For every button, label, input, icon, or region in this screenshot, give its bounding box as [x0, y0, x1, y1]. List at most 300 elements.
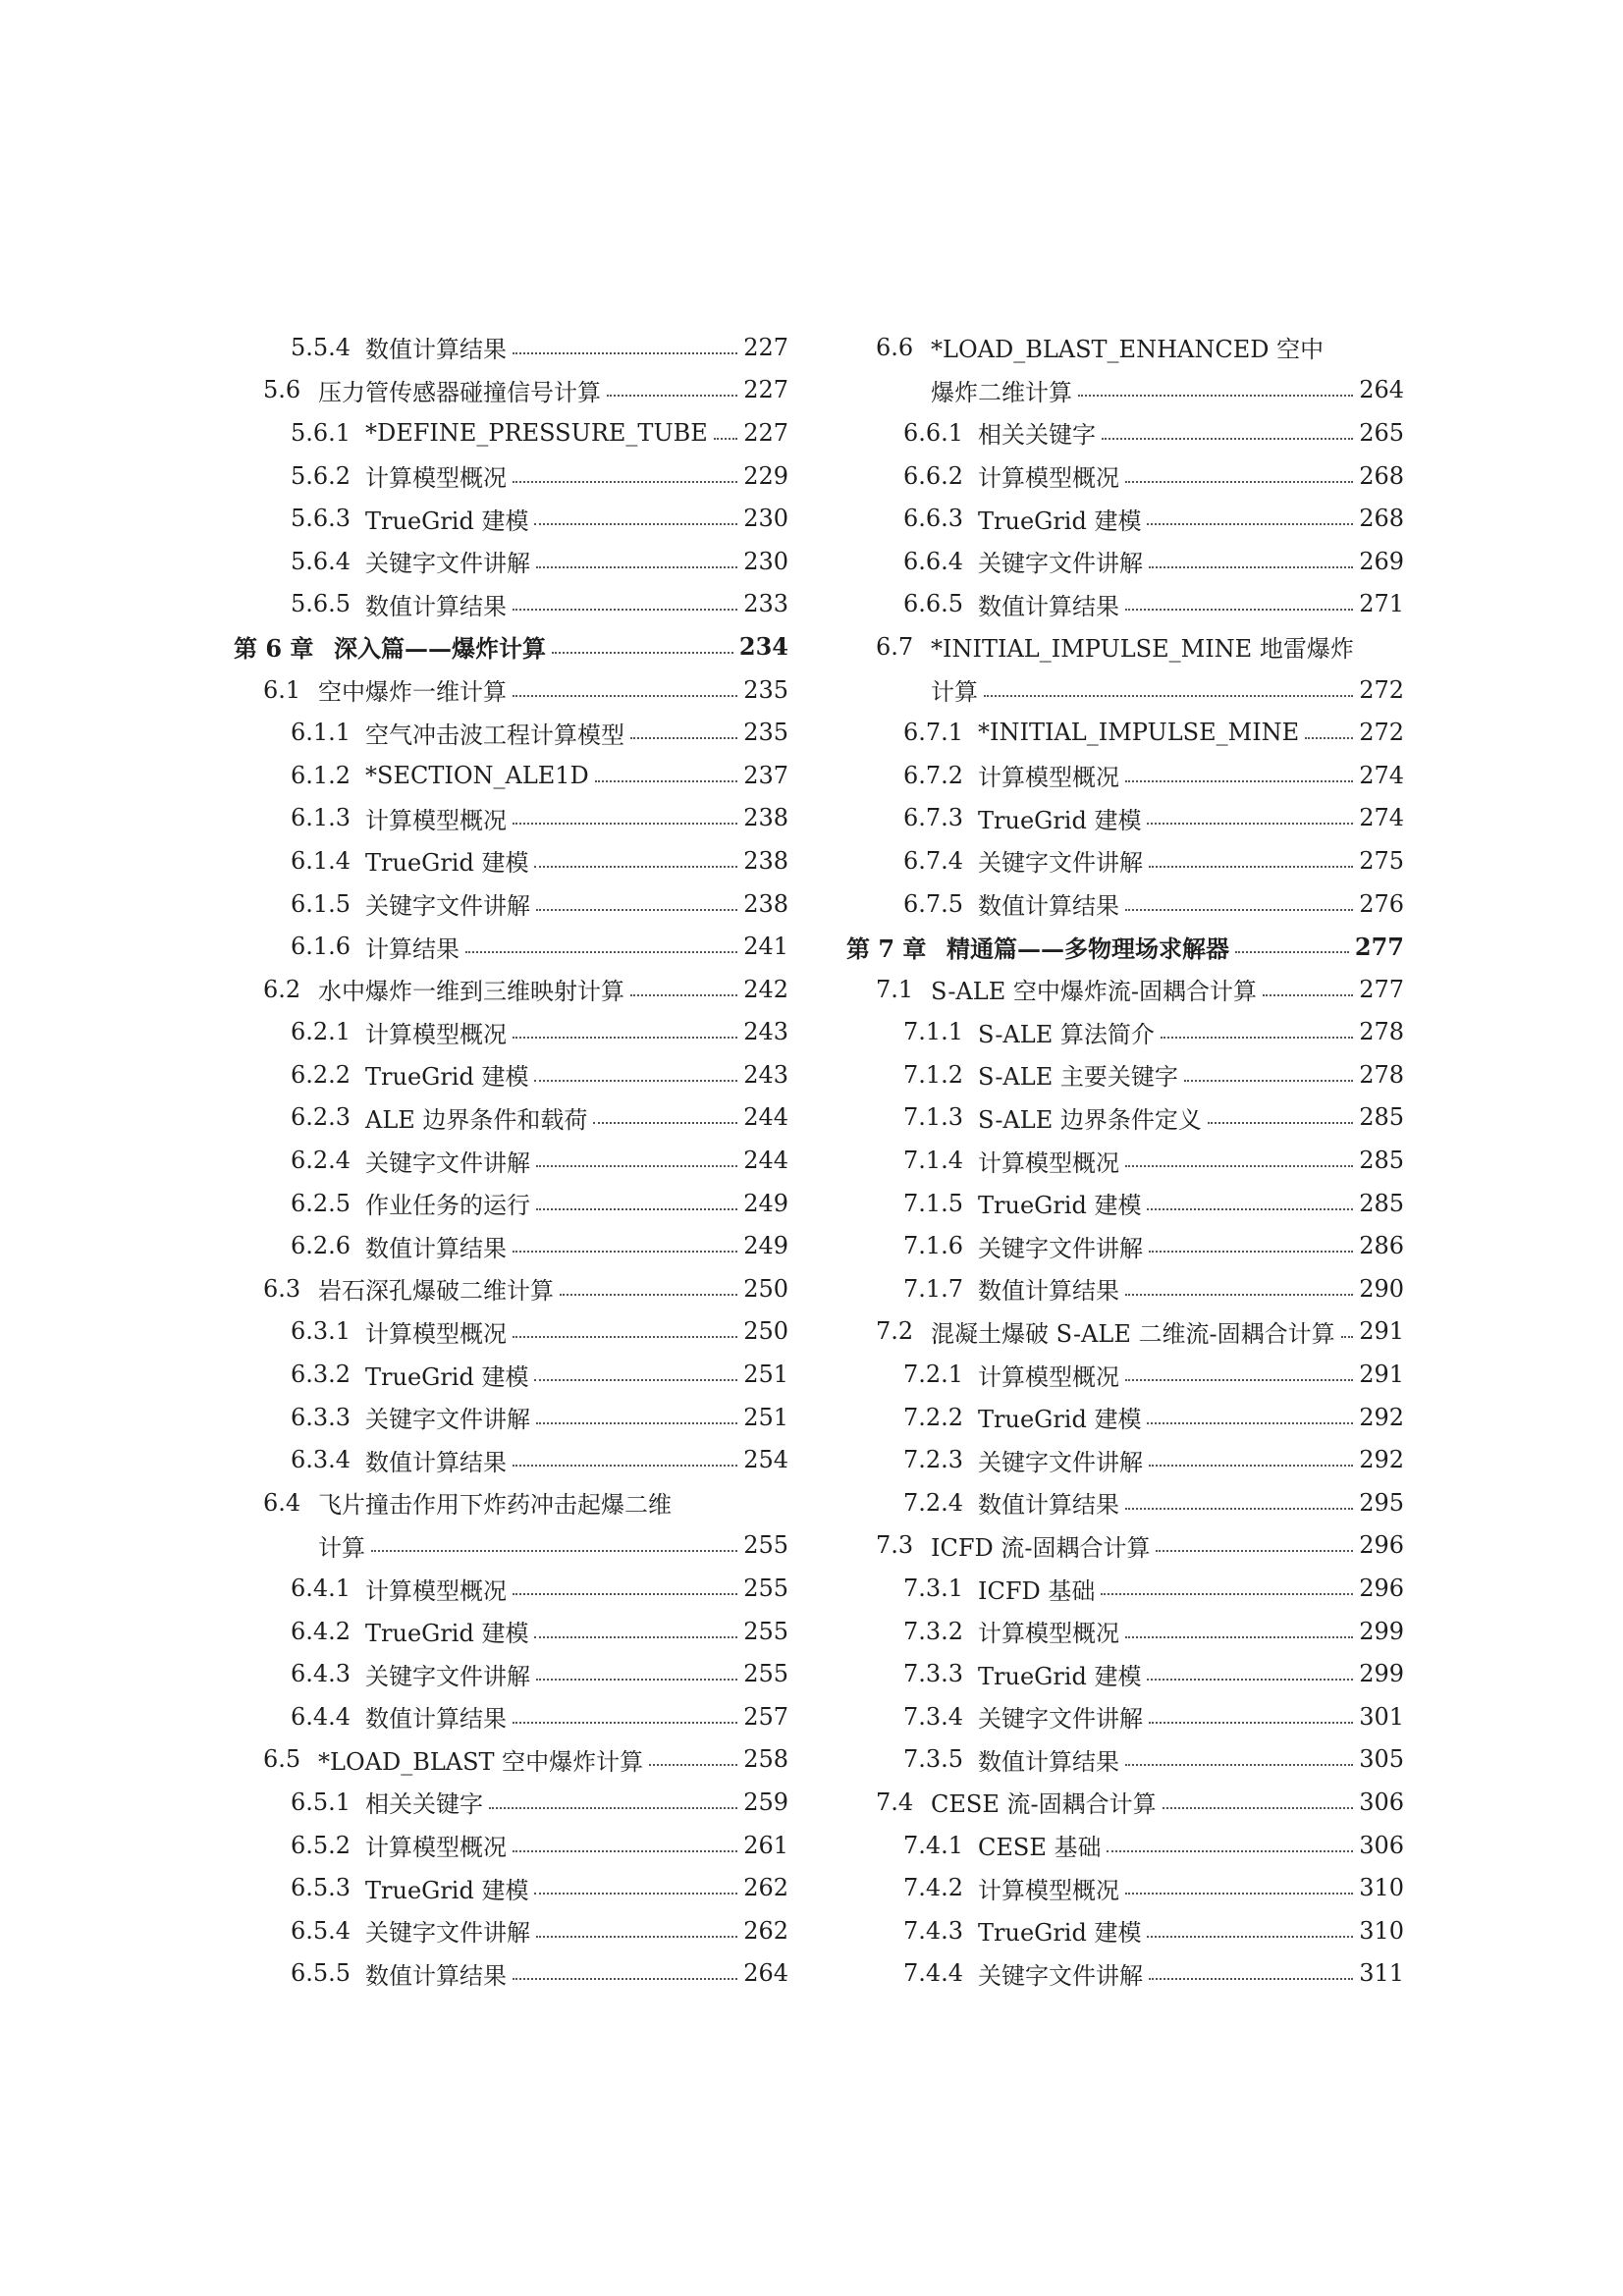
toc-entry[interactable]	[234, 925, 788, 968]
toc-entry-title: 数值计算结果	[365, 592, 507, 620]
toc-entry[interactable]	[846, 1053, 1404, 1096]
toc-entry[interactable]	[234, 1353, 788, 1396]
toc-entry-page-number: 250	[743, 1274, 788, 1303]
toc-entry[interactable]	[846, 540, 1404, 583]
toc-entry-number: 7.3	[876, 1531, 914, 1560]
toc-dot-leader	[1149, 1978, 1353, 1980]
toc-entry-page-number: 296	[1359, 1575, 1404, 1603]
toc-entry-page-number: 277	[1354, 932, 1404, 961]
toc-entry-page-number: 262	[743, 1916, 788, 1945]
toc-entry[interactable]	[234, 1396, 788, 1439]
toc-entry-number: 第 7 章	[846, 934, 927, 963]
toc-dot-leader	[1184, 1080, 1353, 1082]
toc-entry-number: 7.3.1	[903, 1575, 964, 1603]
toc-entry[interactable]	[846, 1524, 1404, 1568]
toc-entry[interactable]	[846, 1011, 1404, 1054]
toc-dot-leader	[534, 1379, 737, 1381]
toc-dot-leader	[1125, 780, 1353, 782]
toc-entry-title: 数值计算结果	[365, 336, 507, 364]
toc-entry-number: 7.1.4	[903, 1147, 964, 1175]
toc-entry[interactable]	[234, 839, 788, 882]
toc-entry[interactable]	[846, 583, 1404, 626]
toc-dot-leader	[630, 737, 737, 739]
toc-entry-title: 水中爆炸一维到三维映射计算	[318, 978, 624, 1006]
toc-dot-leader	[534, 1893, 737, 1895]
toc-entry[interactable]	[234, 540, 788, 583]
toc-entry-page-number: 271	[1359, 590, 1404, 618]
toc-entry-title: 关键字文件讲解	[978, 550, 1143, 578]
toc-entry[interactable]	[234, 1781, 788, 1824]
toc-dot-leader	[552, 652, 733, 654]
toc-entry[interactable]	[846, 1139, 1404, 1182]
toc-entry-page-number: 251	[743, 1361, 788, 1389]
toc-entry[interactable]	[234, 1695, 788, 1738]
toc-entry[interactable]	[234, 1824, 788, 1867]
toc-entry[interactable]	[234, 711, 788, 754]
toc-entry-page-number: 258	[743, 1745, 788, 1774]
toc-entry-number: 7.1.6	[903, 1232, 964, 1260]
toc-entry-number: 7.4.3	[903, 1916, 964, 1945]
toc-entry-number: 6.7.1	[903, 719, 964, 747]
toc-entry-page-number: 272	[1359, 719, 1404, 747]
toc-entry-number: 7.3.4	[903, 1702, 964, 1731]
toc-entry-title: 计算模型概况	[365, 1020, 507, 1048]
toc-entry-number: 6.2.4	[291, 1147, 352, 1175]
toc-dot-leader	[607, 395, 737, 397]
toc-entry-title: 计算模型概况	[365, 1834, 507, 1862]
toc-dot-leader	[1125, 909, 1353, 911]
toc-dot-leader	[513, 823, 737, 825]
toc-entry-number: 7.3.3	[903, 1660, 964, 1688]
toc-entry-page-number: 238	[743, 804, 788, 832]
toc-dot-leader	[1147, 1208, 1353, 1210]
toc-entry-number: 7.1.7	[903, 1274, 964, 1303]
toc-dot-leader	[1101, 1593, 1353, 1595]
toc-entry[interactable]	[234, 1481, 788, 1524]
toc-entry-page-number: 311	[1359, 1959, 1404, 1988]
toc-entry-title: 飞片撞击作用下炸药冲击起爆二维	[318, 1491, 672, 1520]
toc-entry[interactable]	[234, 754, 788, 797]
toc-entry[interactable]	[846, 1182, 1404, 1225]
toc-entry-title: 数值计算结果	[978, 592, 1119, 620]
toc-entry-page-number: 286	[1359, 1232, 1404, 1260]
toc-entry[interactable]	[234, 326, 788, 369]
toc-entry-number: 5.6.5	[291, 590, 352, 618]
toc-entry[interactable]	[846, 369, 1404, 412]
toc-entry-page-number: 251	[743, 1403, 788, 1431]
toc-entry[interactable]	[846, 625, 1404, 668]
toc-entry[interactable]	[234, 1610, 788, 1653]
toc-entry-title: 关键字文件讲解	[978, 1234, 1143, 1262]
toc-entry-title: 深入篇——爆炸计算	[334, 634, 546, 664]
toc-dot-leader	[595, 780, 737, 782]
toc-entry-number: 6.2.5	[291, 1189, 352, 1217]
toc-dot-leader	[1156, 1550, 1353, 1552]
toc-entry-number: 6.2.1	[291, 1018, 352, 1046]
toc-entry[interactable]	[234, 497, 788, 540]
toc-entry[interactable]	[846, 1610, 1404, 1653]
toc-entry[interactable]	[846, 1096, 1404, 1140]
toc-dot-leader	[513, 1037, 737, 1039]
toc-entry-number: 5.5.4	[291, 333, 352, 361]
toc-entry-number: 6.4	[263, 1488, 301, 1517]
toc-entry-title: *LOAD_BLAST 空中爆炸计算	[318, 1747, 644, 1776]
toc-entry-page-number: 243	[743, 1060, 788, 1089]
toc-entry[interactable]	[234, 1224, 788, 1267]
toc-dot-leader	[1149, 566, 1353, 568]
toc-entry-page-number: 229	[743, 461, 788, 490]
toc-dot-leader	[1341, 1336, 1354, 1338]
toc-entry-number: 7.2	[876, 1317, 914, 1346]
toc-entry[interactable]	[234, 1267, 788, 1310]
toc-entry[interactable]	[234, 454, 788, 498]
toc-entry[interactable]	[846, 1396, 1404, 1439]
toc-entry-title: 相关关键字	[978, 421, 1096, 450]
toc-entry-title: 计算	[931, 678, 978, 707]
toc-entry[interactable]	[234, 1738, 788, 1782]
toc-entry-title: 计算模型概况	[365, 1319, 507, 1348]
toc-entry-number: 7.2.2	[903, 1403, 964, 1431]
toc-entry[interactable]	[846, 1224, 1404, 1267]
toc-entry-title: 计算模型概况	[978, 464, 1119, 493]
toc-entry[interactable]	[234, 411, 788, 454]
toc-dot-leader	[536, 566, 737, 568]
toc-entry-title: 关键字文件讲解	[978, 1705, 1143, 1734]
toc-entry[interactable]	[234, 1139, 788, 1182]
toc-dot-leader	[513, 481, 737, 483]
toc-entry-number: 6.7.5	[903, 889, 964, 918]
toc-entry[interactable]	[234, 583, 788, 626]
toc-entry-page-number: 278	[1359, 1018, 1404, 1046]
toc-entry[interactable]	[234, 1524, 788, 1568]
toc-entry-page-number: 235	[743, 719, 788, 747]
toc-entry-page-number: 269	[1359, 547, 1404, 575]
toc-entry-number: 7.1.5	[903, 1189, 964, 1217]
toc-entry[interactable]	[846, 1695, 1404, 1738]
toc-entry-page-number: 243	[743, 1018, 788, 1046]
toc-entry-number: 6.4.1	[291, 1575, 352, 1603]
toc-chapter-entry[interactable]	[234, 625, 788, 668]
toc-entry-page-number: 301	[1359, 1702, 1404, 1731]
toc-entry-page-number: 306	[1359, 1788, 1404, 1816]
toc-dot-leader	[513, 1593, 737, 1595]
toc-dot-leader	[513, 352, 737, 354]
toc-dot-leader	[1125, 481, 1353, 483]
toc-entry[interactable]	[234, 797, 788, 840]
toc-entry[interactable]	[846, 882, 1404, 926]
toc-entry-page-number: 305	[1359, 1745, 1404, 1774]
toc-entry[interactable]	[846, 454, 1404, 498]
toc-entry-page-number: 274	[1359, 804, 1404, 832]
toc-entry-number: 6.6.2	[903, 461, 964, 490]
toc-entry-title: 作业任务的运行	[365, 1192, 530, 1220]
toc-entry[interactable]	[846, 1438, 1404, 1481]
toc-entry[interactable]	[234, 1866, 788, 1909]
toc-entry-title: 计算模型概况	[978, 1148, 1119, 1177]
toc-entry-page-number: 230	[743, 547, 788, 575]
toc-entry-number: 6.1.2	[291, 761, 352, 789]
toc-dot-leader	[1147, 1679, 1353, 1681]
toc-entry[interactable]	[846, 326, 1404, 369]
toc-entry[interactable]	[846, 1866, 1404, 1909]
toc-dot-leader	[536, 1165, 737, 1167]
toc-dot-leader	[513, 1978, 737, 1980]
toc-dot-leader	[534, 1636, 737, 1638]
toc-entry[interactable]	[846, 711, 1404, 754]
toc-entry[interactable]	[846, 1567, 1404, 1610]
toc-entry-title: 计算结果	[365, 934, 460, 963]
toc-dot-leader	[984, 695, 1353, 697]
toc-entry-page-number: 250	[743, 1317, 788, 1346]
toc-entry-title: ALE 边界条件和载荷	[365, 1105, 588, 1134]
toc-dot-leader	[1149, 866, 1353, 868]
toc-entry-title: 空中爆炸一维计算	[318, 678, 507, 707]
toc-entry-number: 5.6	[263, 376, 301, 404]
toc-entry-page-number: 262	[743, 1874, 788, 1902]
toc-entry-title: ICFD 流-固耦合计算	[931, 1533, 1151, 1562]
toc-entry[interactable]	[234, 1053, 788, 1096]
toc-entry[interactable]	[846, 797, 1404, 840]
toc-entry-title: TrueGrid 建模	[365, 1876, 529, 1904]
toc-entry-number: 6.3.2	[291, 1361, 352, 1389]
toc-entry[interactable]	[234, 882, 788, 926]
toc-dot-leader	[465, 951, 737, 953]
toc-dot-leader	[1208, 1122, 1353, 1124]
toc-entry-title: TrueGrid 建模	[365, 1063, 529, 1092]
toc-entry-page-number: 261	[743, 1831, 788, 1859]
toc-entry-title: *SECTION_ALE1D	[365, 761, 589, 789]
toc-dot-leader	[513, 1251, 737, 1253]
toc-entry-page-number: 237	[743, 761, 788, 789]
toc-entry-title: 混凝土爆破 S-ALE 二维流-固耦合计算	[931, 1319, 1335, 1348]
toc-entry-page-number: 306	[1359, 1831, 1404, 1859]
toc-entry-number: 6.3.1	[291, 1317, 352, 1346]
toc-dot-leader	[536, 1422, 737, 1424]
toc-entry[interactable]	[846, 1652, 1404, 1695]
toc-chapter-entry[interactable]	[846, 925, 1404, 968]
toc-entry[interactable]	[846, 411, 1404, 454]
toc-dot-leader	[1125, 1165, 1353, 1167]
toc-dot-leader	[536, 1936, 737, 1938]
toc-dot-leader	[1235, 951, 1349, 953]
toc-dot-leader	[534, 1080, 737, 1082]
toc-entry[interactable]	[846, 1267, 1404, 1310]
toc-entry[interactable]	[846, 839, 1404, 882]
toc-entry[interactable]	[234, 369, 788, 412]
toc-entry-page-number: 275	[1359, 846, 1404, 875]
toc-dot-leader	[534, 866, 737, 868]
toc-entry-number: 6.7.2	[903, 761, 964, 789]
toc-entry-number: 6.1.1	[291, 719, 352, 747]
toc-entry-number: 6.5.4	[291, 1916, 352, 1945]
toc-entry-page-number: 272	[1359, 675, 1404, 704]
toc-entry[interactable]	[234, 1096, 788, 1140]
toc-entry-page-number: 292	[1359, 1403, 1404, 1431]
toc-entry[interactable]	[234, 1182, 788, 1225]
toc-entry-page-number: 310	[1359, 1874, 1404, 1902]
toc-entry-number: 6.1	[263, 675, 301, 704]
toc-entry-page-number: 285	[1359, 1147, 1404, 1175]
toc-entry-number: 6.7.4	[903, 846, 964, 875]
toc-entry-title: 相关关键字	[365, 1790, 483, 1819]
toc-dot-leader	[513, 1722, 737, 1724]
toc-entry-number: 6.6.1	[903, 418, 964, 447]
toc-entry-number: 6.4.4	[291, 1702, 352, 1731]
toc-entry-number: 第 6 章	[234, 634, 314, 664]
toc-entry-page-number: 244	[743, 1103, 788, 1132]
toc-dot-leader	[513, 695, 737, 697]
toc-entry-page-number: 254	[743, 1446, 788, 1474]
toc-entry-number: 6.7	[876, 632, 914, 661]
toc-entry[interactable]	[846, 1310, 1404, 1354]
toc-dot-leader	[1149, 1465, 1353, 1467]
toc-entry[interactable]	[846, 1781, 1404, 1824]
toc-dot-leader	[714, 438, 737, 440]
toc-dot-leader	[1125, 1893, 1353, 1895]
toc-entry[interactable]	[234, 1652, 788, 1695]
toc-entry-title: 计算模型概况	[978, 1620, 1119, 1648]
toc-dot-leader	[1125, 1294, 1353, 1296]
toc-entry-page-number: 299	[1359, 1660, 1404, 1688]
toc-entry-page-number: 265	[1359, 418, 1404, 447]
toc-entry[interactable]	[234, 1310, 788, 1354]
toc-entry-page-number: 295	[1359, 1488, 1404, 1517]
toc-entry-title: 空气冲击波工程计算模型	[365, 721, 624, 749]
toc-entry-number: 6.6.3	[903, 505, 964, 533]
toc-entry-page-number: 235	[743, 675, 788, 704]
toc-entry[interactable]	[846, 1481, 1404, 1524]
toc-entry-title: 计算模型概况	[978, 1876, 1119, 1904]
toc-entry-title: 数值计算结果	[978, 1491, 1119, 1520]
toc-dot-leader	[560, 1294, 737, 1296]
toc-entry-page-number: 249	[743, 1232, 788, 1260]
toc-entry[interactable]	[234, 1567, 788, 1610]
toc-column-left	[234, 326, 788, 1995]
toc-entry[interactable]	[846, 1909, 1404, 1952]
toc-entry-title: 关键字文件讲解	[365, 1406, 530, 1434]
toc-entry-page-number: 268	[1359, 461, 1404, 490]
toc-entry[interactable]	[846, 1824, 1404, 1867]
toc-entry-number: 7.1.2	[903, 1060, 964, 1089]
toc-entry-page-number: 238	[743, 889, 788, 918]
toc-entry-title: *INITIAL_IMPULSE_MINE	[978, 719, 1300, 747]
toc-entry[interactable]	[234, 1952, 788, 1996]
toc-entry-number: 6.6	[876, 333, 914, 361]
toc-entry[interactable]	[234, 1909, 788, 1952]
toc-dot-leader	[1125, 609, 1353, 611]
toc-entry-title: 计算模型概况	[978, 764, 1119, 792]
toc-entry-number: 7.1	[876, 975, 914, 1003]
toc-dot-leader	[536, 1679, 737, 1681]
toc-entry[interactable]	[846, 754, 1404, 797]
toc-entry-page-number: 227	[743, 376, 788, 404]
toc-entry-page-number: 292	[1359, 1446, 1404, 1474]
toc-dot-leader	[1147, 1936, 1353, 1938]
toc-entry-number: 6.2.2	[291, 1060, 352, 1089]
toc-dot-leader	[1125, 1508, 1353, 1510]
toc-entry-title: S-ALE 算法简介	[978, 1020, 1155, 1048]
toc-entry-number: 7.2.3	[903, 1446, 964, 1474]
toc-entry-number: 7.2.1	[903, 1361, 964, 1389]
toc-entry-number: 6.7.3	[903, 804, 964, 832]
toc-entry-page-number: 238	[743, 846, 788, 875]
toc-entry-number: 6.5.2	[291, 1831, 352, 1859]
toc-entry-title: 关键字文件讲解	[365, 1662, 530, 1690]
toc-entry-page-number: 276	[1359, 889, 1404, 918]
toc-dot-leader	[1161, 1037, 1353, 1039]
toc-entry-title: 关键字文件讲解	[978, 1448, 1143, 1476]
toc-entry-number: 5.6.2	[291, 461, 352, 490]
toc-entry-number: 6.2.6	[291, 1232, 352, 1260]
toc-entry-title: 计算模型概况	[365, 464, 507, 493]
toc-entry-title: 数值计算结果	[978, 1747, 1119, 1776]
toc-entry-title: 数值计算结果	[978, 1277, 1119, 1306]
toc-entry-number: 6.3.4	[291, 1446, 352, 1474]
toc-entry-title: *DEFINE_PRESSURE_TUBE	[365, 418, 708, 447]
toc-entry-number: 7.1.3	[903, 1103, 964, 1132]
toc-entry-title: ICFD 基础	[978, 1576, 1096, 1605]
toc-column-right	[846, 326, 1404, 1995]
toc-entry[interactable]	[846, 1738, 1404, 1782]
toc-entry-title: TrueGrid 建模	[978, 507, 1142, 535]
toc-entry-page-number: 277	[1359, 975, 1404, 1003]
toc-entry-title: 关键字文件讲解	[365, 1919, 530, 1948]
toc-entry-title: *INITIAL_IMPULSE_MINE 地雷爆炸	[931, 635, 1354, 664]
toc-entry-page-number: 257	[743, 1702, 788, 1731]
toc-entry-title: 计算	[318, 1533, 365, 1562]
toc-entry-number: 6.3.3	[291, 1403, 352, 1431]
toc-entry-title: 爆炸二维计算	[931, 378, 1072, 406]
toc-entry[interactable]	[846, 1353, 1404, 1396]
toc-entry-number: 6.3	[263, 1274, 301, 1303]
toc-entry-page-number: 241	[743, 933, 788, 961]
toc-dot-leader	[536, 909, 737, 911]
toc-entry[interactable]	[846, 968, 1404, 1011]
toc-entry[interactable]	[846, 1952, 1404, 1996]
toc-entry-title: S-ALE 空中爆炸流-固耦合计算	[931, 978, 1257, 1006]
toc-dot-leader	[513, 1336, 737, 1338]
toc-entry-title: 数值计算结果	[365, 1705, 507, 1734]
toc-entry-page-number: 255	[743, 1617, 788, 1645]
toc-entry-number: 6.1.3	[291, 804, 352, 832]
toc-entry-page-number: 278	[1359, 1060, 1404, 1089]
toc-entry-page-number: 264	[743, 1959, 788, 1988]
toc-dot-leader	[1125, 1764, 1353, 1766]
toc-entry-title: TrueGrid 建模	[365, 1362, 529, 1391]
toc-dot-leader	[1263, 994, 1353, 996]
toc-entry-title: 计算模型概况	[365, 1576, 507, 1605]
toc-entry-page-number: 310	[1359, 1916, 1404, 1945]
toc-entry-page-number: 296	[1359, 1531, 1404, 1560]
toc-entry[interactable]	[234, 1438, 788, 1481]
toc-entry-title: *LOAD_BLAST_ENHANCED 空中	[931, 336, 1325, 364]
toc-entry[interactable]	[846, 668, 1404, 712]
toc-entry-number: 6.5.5	[291, 1959, 352, 1988]
toc-entry-page-number: 233	[743, 590, 788, 618]
toc-entry[interactable]	[234, 968, 788, 1011]
toc-entry-page-number: 227	[743, 333, 788, 361]
toc-entry-title: 关键字文件讲解	[978, 1961, 1143, 1990]
toc-entry-number: 6.4.3	[291, 1660, 352, 1688]
toc-entry[interactable]	[846, 497, 1404, 540]
toc-entry[interactable]	[234, 668, 788, 712]
toc-dot-leader	[630, 994, 737, 996]
toc-entry[interactable]	[234, 1011, 788, 1054]
toc-entry-title: S-ALE 主要关键字	[978, 1063, 1178, 1092]
toc-dot-leader	[536, 1208, 737, 1210]
toc-entry-title: 压力管传感器碰撞信号计算	[318, 378, 601, 406]
toc-entry-number: 6.5.1	[291, 1788, 352, 1816]
